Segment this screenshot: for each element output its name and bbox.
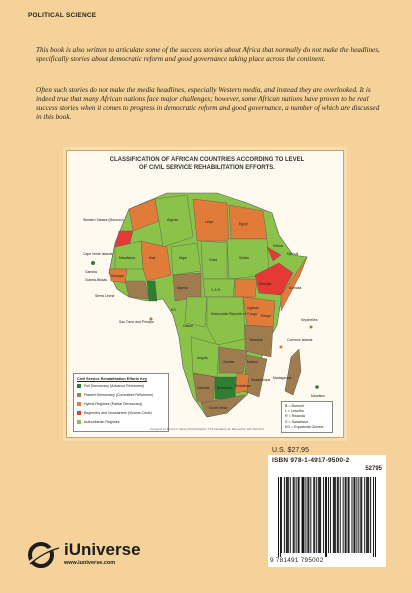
label-botswana: Botswana bbox=[217, 386, 232, 390]
label-mauritius: Mauritius bbox=[311, 394, 325, 398]
legend-label: Flawed Democracy (Committed Reformers) bbox=[84, 393, 154, 397]
publisher-url: www.iuniverse.com bbox=[64, 560, 116, 566]
legend-label: Authoritarian Regimes bbox=[84, 420, 120, 424]
label-seychelles: Seychelles bbox=[301, 318, 318, 322]
barcode-block bbox=[268, 455, 386, 567]
barcode-bar bbox=[330, 477, 331, 553]
barcode-bar bbox=[323, 477, 324, 553]
legend-label: Hybrid Regimes (Partial Democracy) bbox=[84, 402, 143, 406]
barcode-bar bbox=[375, 477, 376, 557]
barcode-bar bbox=[298, 477, 299, 553]
barcode-bar bbox=[303, 477, 304, 553]
label-western-sahara: Western Sahara (Morocco) bbox=[83, 218, 124, 222]
barcode-bar bbox=[361, 477, 362, 553]
barcode-bar bbox=[360, 477, 361, 553]
barcode-bar bbox=[349, 477, 350, 553]
barcode-bar bbox=[348, 477, 349, 553]
barcode-image bbox=[268, 455, 386, 567]
label-ethiopia: Ethiopia bbox=[259, 282, 272, 286]
barcode-bar bbox=[293, 477, 294, 553]
label-sudan: Sudan bbox=[239, 256, 249, 260]
barcode-bar bbox=[364, 477, 365, 553]
label-guinea-bissau: Guinea-Bissau bbox=[85, 278, 108, 282]
price-label: U.S. $27.95 bbox=[272, 447, 309, 454]
globe-swoosh-icon bbox=[26, 540, 62, 570]
label-somalia: Somalia bbox=[289, 286, 302, 290]
legend-item bbox=[77, 411, 165, 415]
label-gabon: Gabon bbox=[183, 324, 194, 328]
label-mali: Mali bbox=[149, 256, 156, 260]
abbreviation-item: R = Rwanda bbox=[285, 414, 305, 419]
label-zambia: Zambia bbox=[223, 360, 235, 364]
blurb-paragraph-1: This book is also written to articulate some of the success stories about Africa that normally do not make the headlines, specifically stories about democratic reform and good governance taking place across the continent. bbox=[36, 46, 380, 63]
label-kenya: Kenya bbox=[261, 314, 271, 318]
label-eg: EG bbox=[171, 308, 176, 312]
barcode-bar bbox=[338, 477, 339, 553]
abbreviation-item: S = Swaziland bbox=[285, 419, 308, 424]
barcode-bar bbox=[356, 477, 357, 553]
barcode-bar bbox=[328, 477, 329, 553]
barcode-bar bbox=[290, 477, 291, 553]
barcode-bar bbox=[303, 477, 304, 553]
barcode-bar bbox=[334, 477, 335, 553]
label-car: C.A.R. bbox=[211, 288, 221, 292]
legend-item bbox=[77, 402, 165, 406]
label-gambia: Gambia bbox=[85, 270, 97, 274]
cameroon-gabon-region bbox=[185, 297, 207, 327]
barcode-bar bbox=[343, 477, 344, 553]
label-mozambique: Mozambique bbox=[251, 378, 271, 382]
legend-swatch bbox=[77, 393, 81, 397]
label-egypt: Egypt bbox=[239, 222, 248, 226]
label-eritrea: Eritrea bbox=[273, 244, 283, 248]
publisher-logo bbox=[26, 540, 141, 575]
barcode-bar bbox=[278, 477, 279, 557]
map-legend bbox=[73, 373, 169, 432]
legend-swatch bbox=[77, 384, 81, 388]
blurb-paragraph-2: Often such stories do not make the media headlines, especially Western media, and instead they are overlooked. It is indeed true that many African nations face major challenges; however, some African nations have proven to be real success stories when it comes to progress in democratic reform and good governance, a number of which are discussed in this book. bbox=[36, 86, 380, 121]
label-uganda: Uganda bbox=[247, 306, 259, 310]
label-senegal: Senegal bbox=[111, 274, 124, 278]
barcode-number: 9 781491 795002 bbox=[270, 557, 324, 564]
zimbabwe-region bbox=[235, 373, 249, 393]
legend-swatch bbox=[77, 420, 81, 424]
barcode-bar bbox=[318, 477, 319, 553]
legend-item bbox=[77, 420, 165, 424]
barcode-bar bbox=[354, 477, 355, 553]
legend-item bbox=[77, 393, 165, 397]
barcode-bar bbox=[340, 477, 341, 553]
barcode-bar bbox=[294, 477, 295, 553]
barcode-bar bbox=[346, 477, 347, 553]
barcode-bar bbox=[333, 477, 334, 553]
south-sudan-region bbox=[235, 279, 257, 297]
barcode-bar bbox=[370, 477, 371, 553]
barcode-bar bbox=[287, 477, 288, 553]
barcode-bar bbox=[358, 477, 359, 553]
barcode-bar bbox=[326, 477, 327, 557]
barcode-bar bbox=[352, 477, 353, 553]
seychelles-island bbox=[310, 326, 313, 329]
barcode-bar bbox=[281, 477, 282, 553]
barcode-bar bbox=[320, 477, 321, 553]
legend-title: Civil Service Rehabilitation Efforts Key bbox=[77, 377, 148, 381]
barcode-bar bbox=[373, 477, 374, 557]
abbreviation-item: L = Lesotho bbox=[285, 409, 304, 414]
barcode-bar bbox=[307, 477, 308, 553]
label-malawi: Malawi bbox=[247, 360, 258, 364]
label-chad: Chad bbox=[209, 258, 218, 262]
barcode-bar bbox=[325, 477, 326, 557]
barcode-bar bbox=[310, 477, 311, 553]
isbn-text: ISBN 978-1-4917-9500-2 bbox=[272, 457, 350, 464]
label-comoros: Comoros Islands bbox=[287, 338, 313, 342]
label-cape-verde: Cape Verde Islands bbox=[83, 252, 113, 256]
legend-item bbox=[77, 384, 165, 388]
mauritius-island bbox=[315, 385, 319, 389]
madagascar-region bbox=[285, 349, 301, 395]
barcode-bar bbox=[335, 477, 336, 553]
barcode-bar bbox=[345, 477, 346, 553]
barcode-bar bbox=[296, 477, 297, 553]
label-madagascar: Madagascar bbox=[273, 376, 292, 380]
barcode-bar bbox=[286, 477, 287, 553]
barcode-bar bbox=[280, 477, 281, 557]
barcode-bar bbox=[313, 477, 314, 553]
barcode-bar bbox=[299, 477, 300, 553]
barcode-bar bbox=[366, 477, 367, 553]
barcode-bar bbox=[305, 477, 306, 553]
label-angola: Angola bbox=[197, 356, 208, 360]
barcode-bar bbox=[319, 477, 320, 553]
legend-swatch bbox=[77, 402, 81, 406]
label-algeria: Algeria bbox=[167, 218, 178, 222]
price-code: 52795 bbox=[365, 466, 382, 472]
barcode-bar bbox=[316, 477, 317, 553]
barcode-bar bbox=[302, 477, 303, 553]
cape-verde-island bbox=[91, 261, 95, 265]
label-south-africa: South Africa bbox=[209, 406, 228, 410]
label-djibouti: Djibouti bbox=[287, 252, 299, 256]
barcode-bar bbox=[368, 477, 369, 553]
barcode-bar bbox=[288, 477, 289, 553]
mali-region bbox=[141, 241, 171, 281]
map-title: CLASSIFICATION OF AFRICAN COUNTRIES ACCORDING TO LEVEL OF CIVIL SERVICE REHABILITATION EFFORTS. bbox=[109, 157, 305, 171]
africa-map-figure bbox=[66, 150, 344, 438]
barcode-bar bbox=[337, 477, 338, 553]
abbreviation-item: B = Burundi bbox=[285, 404, 304, 408]
label-nigeria: Nigeria bbox=[177, 286, 188, 290]
label-niger: Niger bbox=[179, 256, 188, 260]
comoros-island bbox=[280, 346, 283, 349]
barcode-bar bbox=[284, 477, 285, 553]
publisher-name: iUniverse bbox=[64, 540, 141, 559]
barcode-bar bbox=[367, 477, 368, 553]
label-zimbabwe: Zimbabwe bbox=[235, 384, 251, 388]
label-drc: Democratic Republic of Congo bbox=[211, 312, 257, 316]
label-mauritania: Mauritania bbox=[119, 256, 135, 260]
barcode-bar bbox=[314, 477, 315, 553]
abbreviation-item: EG = Equatorial Guinea bbox=[285, 424, 324, 429]
barcode-bar bbox=[353, 477, 354, 553]
label-tanzania: Tanzania bbox=[249, 338, 263, 342]
legend-swatch bbox=[77, 411, 81, 415]
map-credit: Designed by Ernest C. Manny Photo/Graphic: CTS Identified Ltd. Manuscript: 101 MH Nord bbox=[150, 427, 264, 431]
label-namibia: Namibia bbox=[197, 386, 210, 390]
label-sierra-leone: Sierra Leone bbox=[95, 294, 115, 298]
ghana-region bbox=[147, 281, 157, 301]
label-libya: Libya bbox=[205, 220, 214, 224]
category-label: POLITICAL SCIENCE bbox=[28, 12, 97, 19]
label-sao-tome: Sao Tome and Principe bbox=[119, 320, 154, 324]
barcode-bar bbox=[308, 477, 309, 553]
legend-label: Full Democracy (Advance Reformers) bbox=[84, 384, 145, 388]
legend-label: Beginners and Nonstarters (Vicious Circle) bbox=[84, 411, 152, 415]
